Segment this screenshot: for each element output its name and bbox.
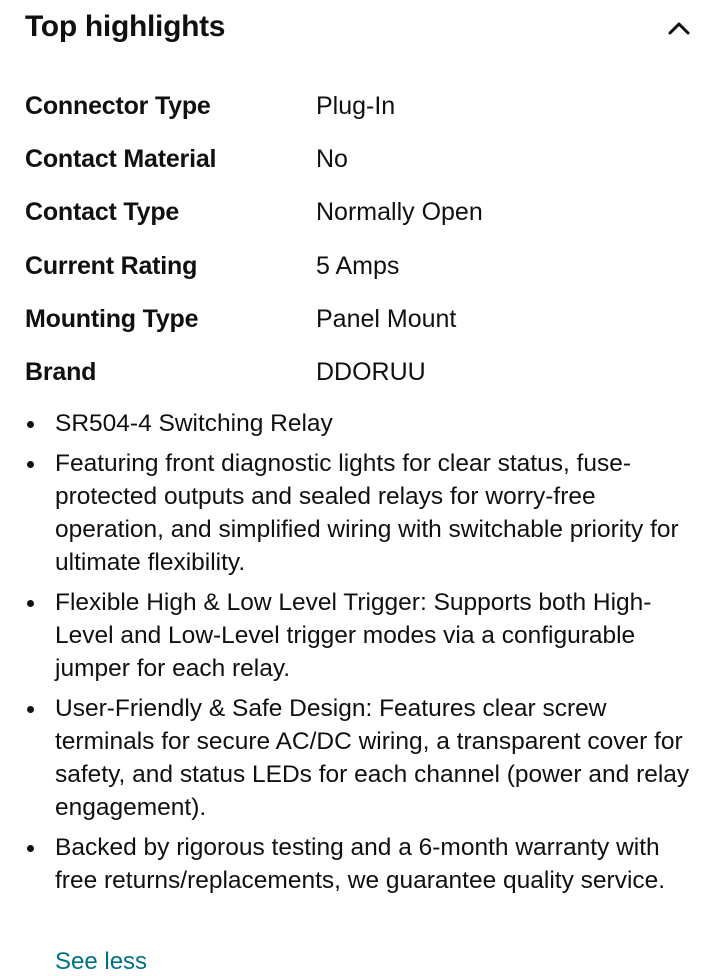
spec-name: Brand [25,358,97,387]
spec-row [25,133,685,186]
spec-name: Contact Type [25,198,180,227]
spec-row [25,186,685,239]
spec-row [25,80,685,133]
spec-value: Panel Mount [316,304,457,333]
see-less-link[interactable]: See less [55,948,148,975]
spec-name: Mounting Type [25,304,199,333]
feature-bullet: User-Friendly & Safe Design: Features clear screw terminals for secure AC/DC wiring, a transparent cover for safety, and status LEDs for each channel (power and relay engagement). [25,692,695,824]
spec-name: Connector Type [25,92,211,121]
feature-bullet-list [25,407,695,904]
feature-bullet: Flexible High & Low Level Trigger: Supports both High-Level and Low-Level trigger modes via a configurable jumper for each relay. [25,586,695,685]
spec-row [25,240,685,293]
section-title: Top highlights [25,10,226,43]
spec-row [25,293,685,346]
spec-value: No [316,145,348,174]
spec-value: 5 Amps [316,251,400,280]
chevron-up-icon[interactable] [665,14,693,40]
spec-row [25,346,685,399]
specs-table [25,80,685,399]
spec-value: Normally Open [316,198,483,227]
feature-bullet: Backed by rigorous testing and a 6-month warranty with free returns/replacements, we guarantee quality service. [25,831,695,897]
section-header[interactable] [0,0,715,58]
spec-value: DDORUU [316,358,426,387]
spec-name: Contact Material [25,145,217,174]
spec-value: Plug-In [316,92,396,121]
feature-bullet: SR504-4 Switching Relay [25,407,695,440]
spec-name: Current Rating [25,251,198,280]
feature-bullet: Featuring front diagnostic lights for clear status, fuse-protected outputs and sealed relays for worry-free operation, and simplified wiring with switchable priority for ultimate flexibility. [25,447,695,579]
